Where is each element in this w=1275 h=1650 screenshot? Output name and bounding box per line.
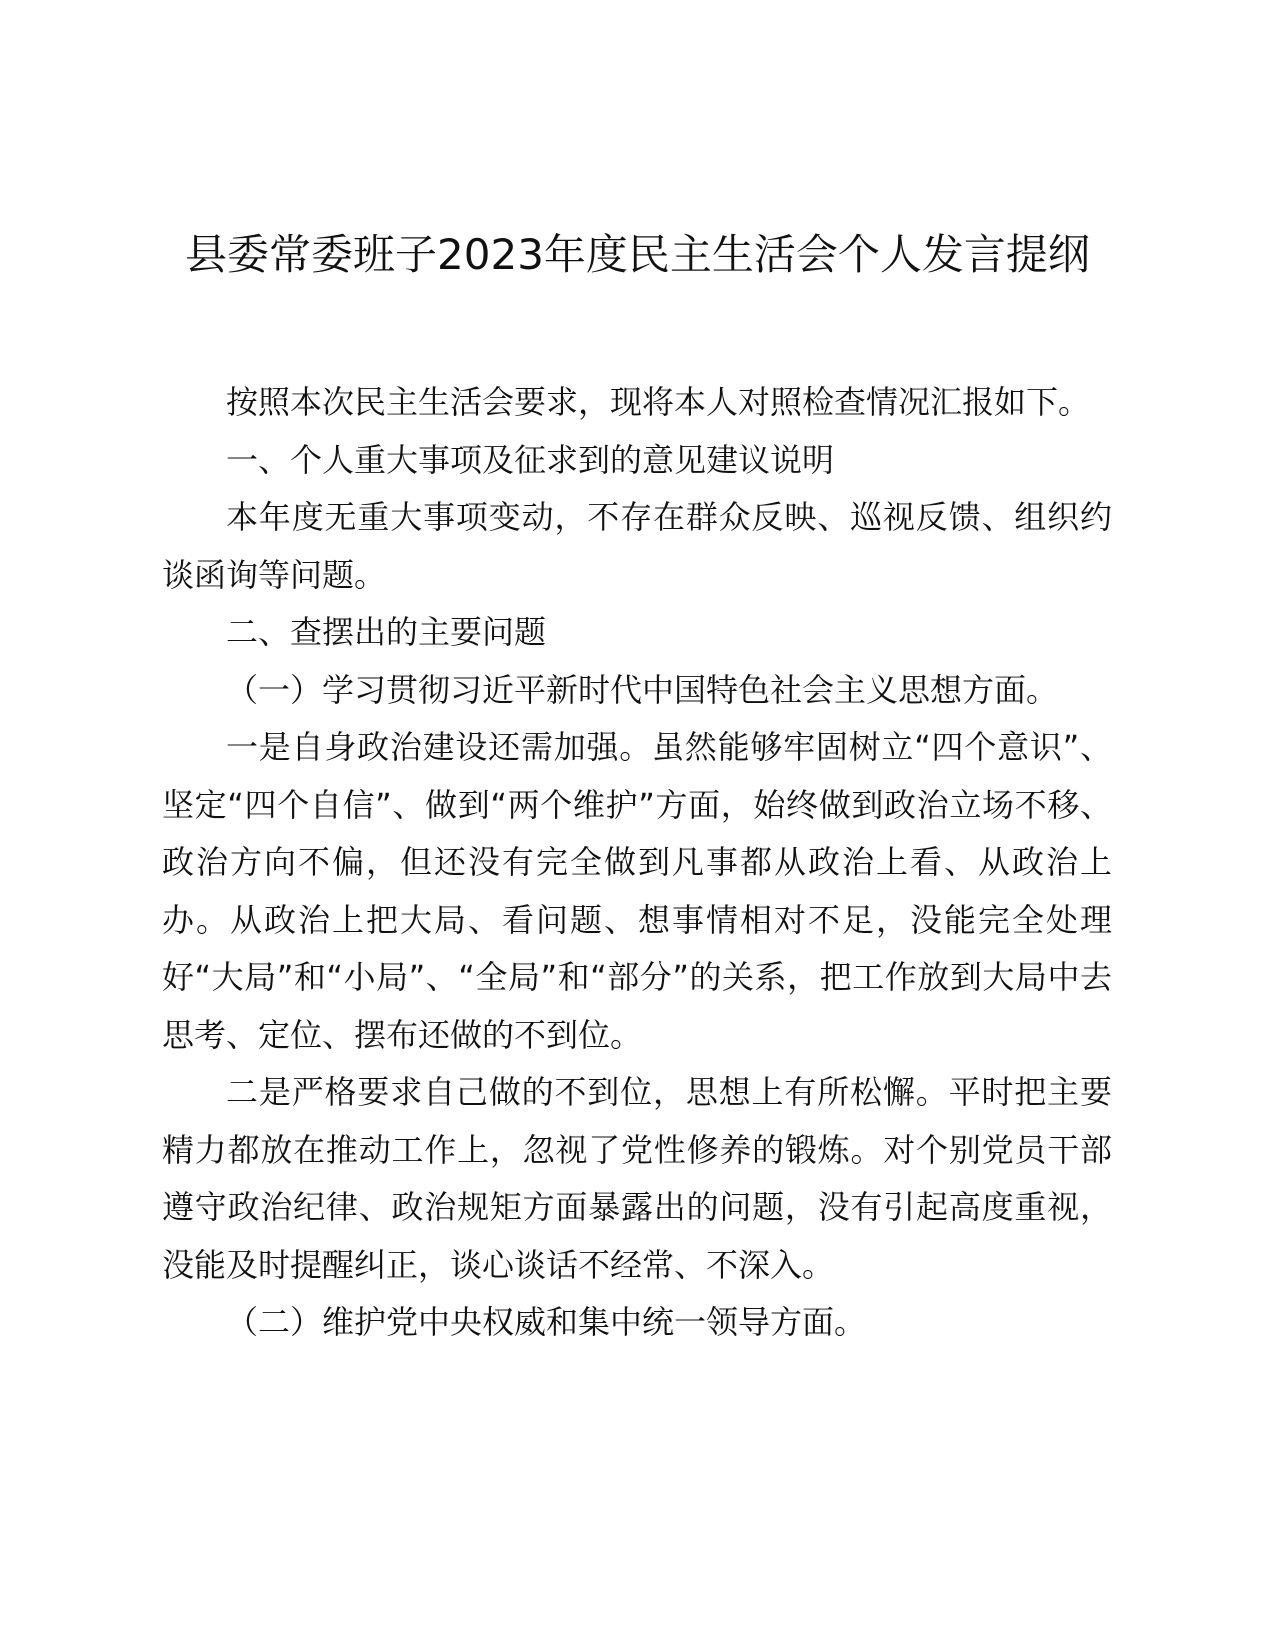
paragraph-intro: 按照本次民主生活会要求，现将本人对照检查情况汇报如下。 [226,383,1091,421]
paragraph-section-1: 本年度无重大事项变动，不存在群众反映、巡视反馈、组织约谈函询等问题。 [162,498,1112,594]
section-heading-2: 二、查摆出的主要问题 [226,613,547,651]
document-body [162,374,1112,1352]
document-title: 县委常委班子2023年度民主生活会个人发言提纲 [185,230,1090,279]
paragraph-point-2: 二是严格要求自己做的不到位，思想上有所松懈。平时把主要精力都放在推动工作上，忽视了党性修养的锻炼。对个别党员干部遵守政治纪律、政治规矩方面暴露出的问题，没有引起高度重视，没能及时提醒纠正，谈心谈话不经常、不深入。 [162,1073,1112,1284]
subsection-heading-2: （二）维护党中央权威和集中统一领导方面。 [226,1303,867,1341]
paragraph-point-1: 一是自身政治建设还需加强。虽然能够牢固树立“四个意识”、坚定“四个自信”、做到“两个维护”方面，始终做到政治立场不移、政治方向不偏，但还没有完全做到凡事都从政治上看、从政治上办。从政治上把大局、看问题、想事情相对不足，没能完全处理好“大局”和“小局”、“全局”和“部分”的关系，把工作放到大局中去思考、定位、摆布还做的不到位。 [162,728,1112,1054]
section-heading-1: 一、个人重大事项及征求到的意见建议说明 [226,440,835,479]
subsection-heading-1: （一）学习贯彻习近平新时代中国特色社会主义思想方面。 [226,670,1059,709]
